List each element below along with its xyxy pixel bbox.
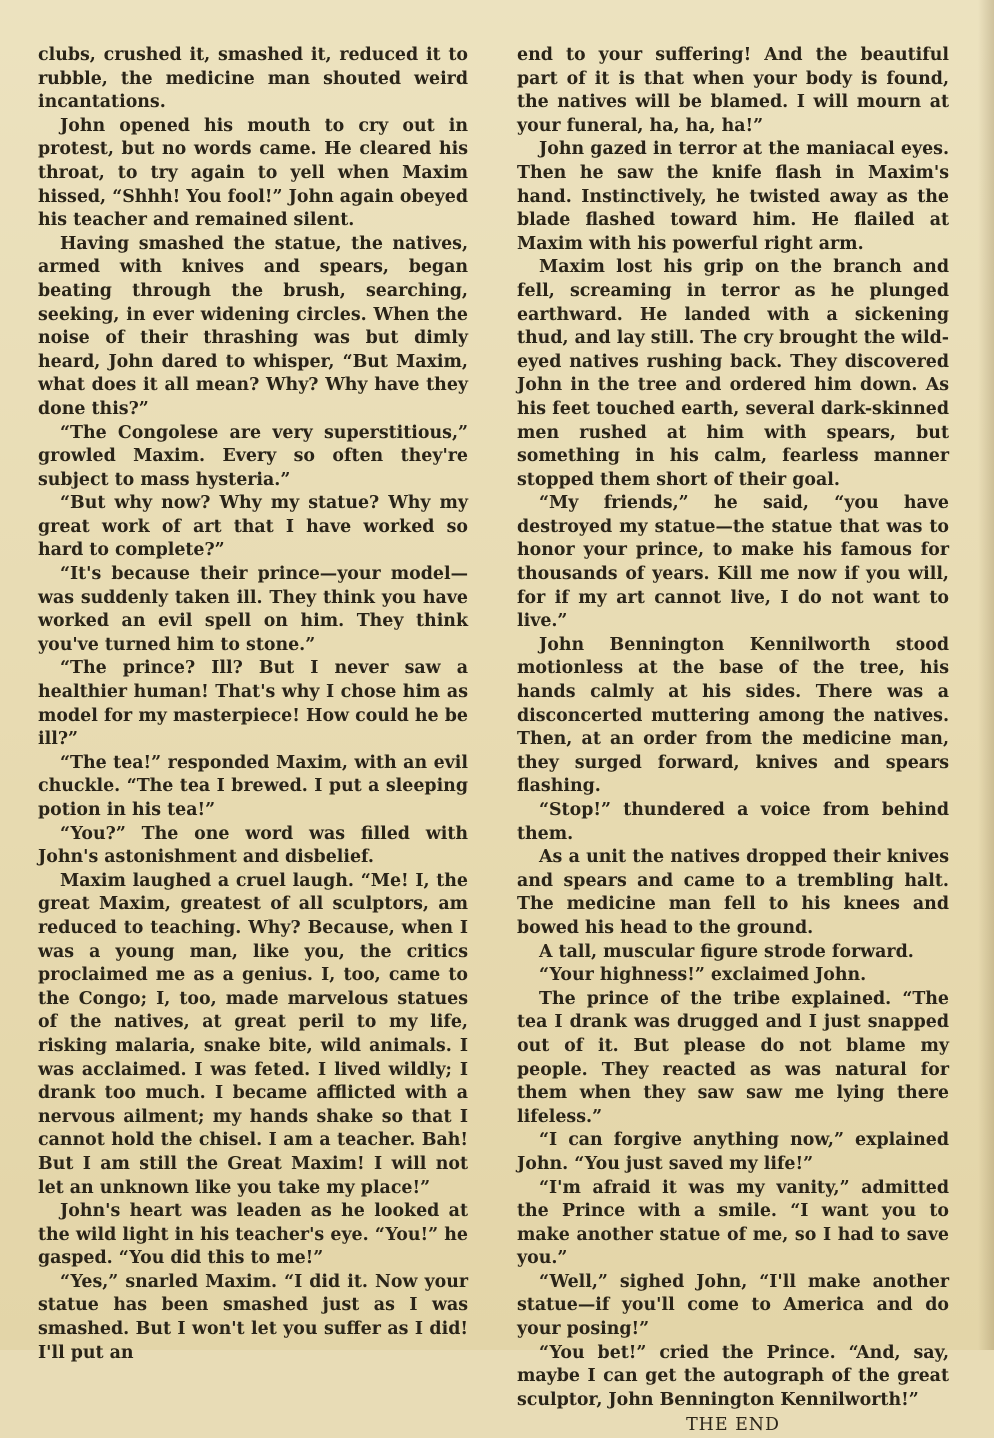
paragraph: “My friends,” he said, “you have destroyed my statue—the statue that was to honor your prince, to make his famous for thousands of years. Kill me now if you will, for if my art cannot live, I do not want to live.” [517, 493, 949, 632]
paragraph: John Bennington Kennilworth stood motionless at the base of the tree, his hands calmly at his sides. There was a disconcerted muttering among the natives. Then, at an order from the medicine man, they surged forward, knives and spears flashing. [517, 634, 949, 797]
right-column [517, 44, 949, 1438]
paragraph: “Well,” sighed John, “I'll make another statue—if you'll come to America and do your posing!” [517, 1271, 949, 1340]
paragraph: “The tea!” responded Maxim, with an evil chuckle. “The tea I brewed. I put a sleeping potion in his tea!” [38, 752, 468, 820]
paragraph: “The prince? Ill? But I never saw a healthier human! That's why I chose him as model for my masterpiece! How could he be ill?” [38, 658, 468, 750]
paragraph: “You?” The one word was filled with John's astonishment and disbelief. [38, 823, 468, 868]
paragraph: Having smashed the statue, the natives, armed with knives and spears, began beating through the brush, searching, seeking, in ever widening circles. When the noise of their thrashing was but dimly heard, John dared to whisper, “But Maxim, what does it all mean? Why? Why have they done this?” [38, 233, 468, 419]
the-end-label: THE END [686, 1415, 780, 1436]
paragraph: “Yes,” snarled Maxim. “I did it. Now your statue has been smashed just as I was smashed. But I won't let you suffer as I did! I'll put an [38, 1271, 468, 1363]
paragraph: “Stop!” thundered a voice from behind them. [517, 800, 949, 844]
paragraph: “Your highness!” exclaimed John. [539, 965, 867, 986]
paragraph: “The Congolese are very superstitious,” growled Maxim. Every so often they're subject to mass hysteria.” [38, 422, 468, 490]
paragraph: “You bet!” cried the Prince. “And, say, maybe I can get the autograph of the great sculptor, John Bennington Kennilworth!” [517, 1342, 949, 1410]
paragraph: Maxim laughed a cruel laugh. “Me! I, the great Maxim, greatest of all sculptors, am reduced to teaching. Why? Because, when I was a young man, like you, the critics proclaimed me as a genius. I, too, came to the Congo; I, too, made marvelous statues of the natives, at great peril to my life, risking malaria, snake bite, wild animals. I was acclaimed. I was feted. I lived wildly; I drank too much. I became afflicted with a nervous ailment; my hands shake so that I cannot hold the chisel. I am a teacher. Bah! But I am still the Great Maxim! I will not let an unknown like you take my place!” [38, 870, 468, 1198]
paragraph: “But why now? Why my statue? Why my great work of art that I have worked so hard to complete?” [38, 493, 468, 561]
paragraph: John gazed in terror at the maniacal eyes. Then he saw the knife flash in Maxim's hand. Instinctively, he twisted away as the blade flashed toward him. He flailed at Maxim with his powerful right arm. [517, 139, 949, 254]
paragraph: John's heart was leaden as he looked at the wild light in his teacher's eye. “You!” he gasped. “You did this to me!” [38, 1201, 468, 1269]
left-column [38, 44, 468, 1365]
page-edge-shadow [978, 0, 994, 1350]
paragraph: A tall, muscular figure strode forward. [539, 941, 914, 962]
paragraph: “I'm afraid it was my vanity,” admitted the Prince with a smile. “I want you to make another statue of me, so I had to save you.” [517, 1177, 949, 1269]
paragraph: As a unit the natives dropped their knives and spears and came to a trembling halt. The medicine man fell to his knees and bowed his head to the ground. [517, 847, 949, 938]
paragraph: end to your suffering! And the beautiful part of it is that when your body is found, the natives will be blamed. I will mourn at your funeral, ha, ha, ha!” [517, 45, 949, 136]
paragraph: Maxim lost his grip on the branch and fell, screaming in terror as he plunged earthward. He landed with a sickening thud, and lay still. The cry brought the wild-eyed natives rushing back. They discovered John in the tree and ordered him down. As his feet touched earth, several dark-skinned men rushed at him with spears, but something in his calm, fearless manner stopped them short of their goal. [517, 257, 949, 490]
paragraph: “I can forgive anything now,” explained John. “You just saved my life!” [517, 1130, 949, 1174]
paragraph: clubs, crushed it, smashed it, reduced it to rubble, the medicine man shouted weird incantations. [38, 45, 468, 113]
paragraph: John opened his mouth to cry out in protest, but no words came. He cleared his throat, to try again to yell when Maxim hissed, “Shhh! You fool!” John again obeyed his teacher and remained silent. [38, 115, 468, 231]
paragraph: “It's because their prince—your model—was suddenly taken ill. They think you have worked an evil spell on him. They think you've turned him to stone.” [38, 564, 468, 655]
paragraph: The prince of the tribe explained. “The tea I drank was drugged and I just snapped out of it. But please do not blame my people. They reacted as was natural for them when they saw saw me lying there lifeless.” [517, 988, 949, 1127]
